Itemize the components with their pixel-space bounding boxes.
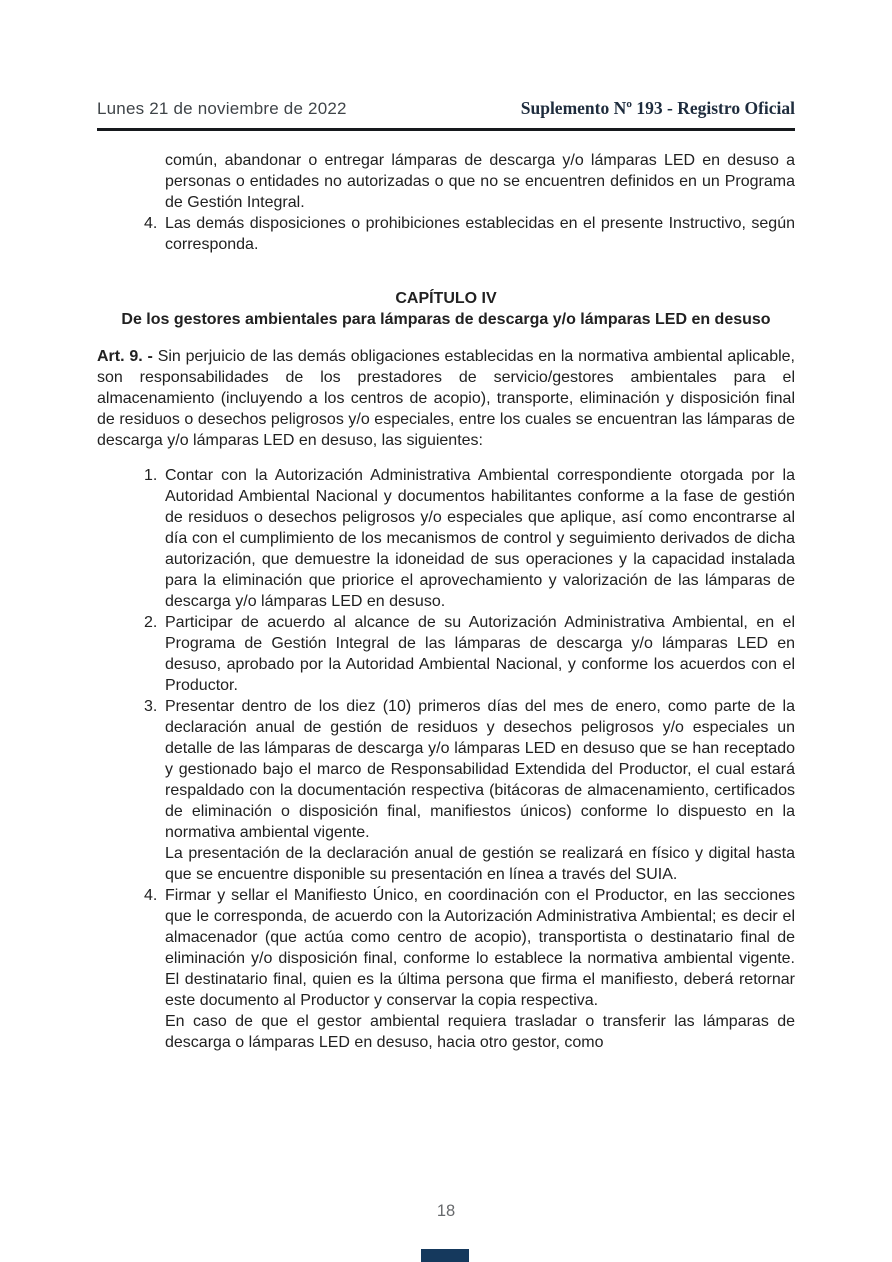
list-item-body [165,612,795,696]
list-item-text: Firmar y sellar el Manifiesto Único, en coordinación con el Productor, en las secciones que le corresponda, de acuerdo con la Autorización Administrativa Ambiental; es decir el almacenador (que actúa como centro de acopio), transportista o destinatario final de eliminación y/o disposición final, conforme lo establece la normativa ambiental vigente. El destinatario final, quien es la última persona que firma el manifiesto, deberá retornar este documento al Productor y conservar la copia respectiva. [165,887,795,1009]
obligations-list [97,465,795,1053]
chapter-title: CAPÍTULO IV [395,290,497,307]
list-item-text: común, abandonar o entregar lámparas de descarga y/o lámparas LED en desuso a personas o entidades no autorizadas o que no se encuentren definidos en un Programa de Gestión Integral. [165,152,795,211]
article-label: Art. 9. - [97,348,153,365]
header-date: Lunes 21 de noviembre de 2022 [97,99,347,118]
list-item-text: Participar de acuerdo al alcance de su Autorización Administrativa Ambiental, en el Programa de Gestión Integral de las lámparas de descarga y/o lámparas LED en desuso, aprobado por la Autoridad Ambiental Nacional, y conforme los acuerdos con el Productor. [165,614,795,694]
article-9-paragraph [97,346,795,451]
list-item-1 [144,465,795,612]
chapter-subtitle: De los gestores ambientales para lámparas de descarga y/o lámparas LED en desuso [121,311,771,328]
list-item-body [165,213,795,255]
list-item-text: En caso de que el gestor ambiental requiera trasladar o transferir las lámparas de descarga o lámparas LED en desuso, hacia otro gestor, como [165,1013,795,1051]
list-item-text: La presentación de la declaración anual de gestión se realizará en físico y digital hasta que se encuentre disponible su presentación en línea a través del SUIA. [165,845,795,883]
article-text: Sin perjuicio de las demás obligaciones establecidas en la normativa ambiental aplicable, son responsabilidades de los prestadores de servicio/gestores ambientales para el almacenamiento (incluyendo a los centros de acopio), transporte, eliminación y disposición final de residuos o desechos peligrosos y/o especiales, entre los cuales se encuentran las lámparas de descarga y/o lámparas LED en desuso, las siguientes: [97,348,795,449]
header-publication-title: Suplemento Nº 193 - Registro Oficial [520,98,795,118]
list-item-number: 2. [144,614,158,631]
list-item-2 [144,612,795,696]
document-content [97,150,795,1053]
list-item-text: Las demás disposiciones o prohibiciones establecidas en el presente Instructivo, según corresponda. [165,215,795,253]
list-item-body [165,150,795,213]
list-item-text: Presentar dentro de los diez (10) primeros días del mes de enero, como parte de la declaración anual de gestión de residuos y desechos peligrosos y/o especiales un detalle de las lámparas de descarga y/o lámparas LED en desuso que se han receptado y gestionado bajo el marco de Responsabilidad Extendida del Productor, el cual estará respaldado con la documentación respectiva (bitácoras de almacenamiento, certificados de eliminación o disposición final, manifiestos únicos) conforme lo dispuesto en la normativa ambiental vigente. [165,698,795,841]
list-item-carryover [144,150,795,213]
list-item-number [144,150,165,213]
list-item-number: 1. [144,467,158,484]
page-header [97,98,795,131]
list-item-body [165,885,795,1053]
list-item-number: 4. [144,887,158,904]
list-item-number: 3. [144,698,158,715]
list-item-body [165,465,795,612]
list-item-body [165,696,795,885]
list-item-4 [144,885,795,1053]
list-item-number: 4. [144,215,158,232]
list-item-text: Contar con la Autorización Administrativa Ambiental correspondiente otorgada por la Autoridad Ambiental Nacional y documentos habilitantes conforme a la fase de gestión de residuos o desechos peligrosos y/o especiales que aplique, así como encontrarse al día con el cumplimiento de los mecanismos de control y seguimiento derivados de dicha autorización, que demuestre la idoneidad de sus operaciones y la capacidad instalada para la eliminación que priorice el aprovechamiento y valorización de las lámparas de descarga y/o lámparas LED en desuso. [165,467,795,610]
page-number: 18 [436,1202,456,1220]
bottom-navy-mark [421,1249,469,1262]
list-item-3 [144,696,795,885]
list-item-prior-4 [144,213,795,255]
